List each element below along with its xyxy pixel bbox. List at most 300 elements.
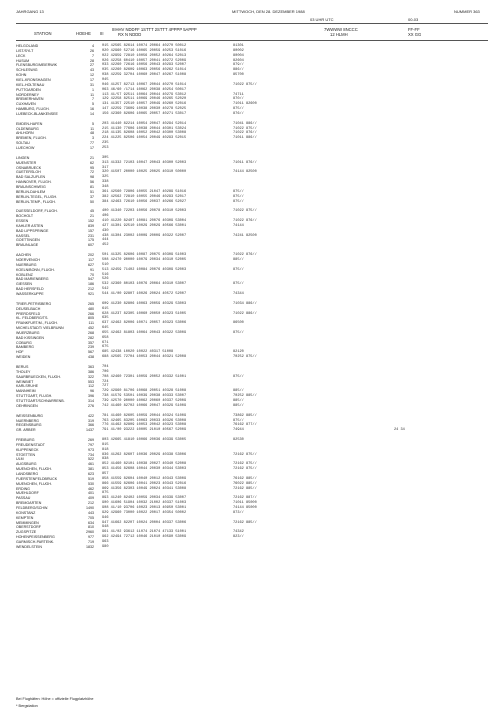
station-name: HUSUM [16, 58, 30, 63]
station-code: 224 41225 82506 10054 20049 40293 52015 [102, 136, 187, 141]
station-name: OSNABRUECK [16, 165, 42, 170]
station-weather: 82604 [233, 58, 244, 63]
station-name: ESSEN [16, 219, 29, 224]
station-height: 14 [90, 111, 94, 116]
station-name: BAMBERG [16, 345, 34, 350]
col-weather-groups: 7WWWW 8NCCC [324, 27, 358, 32]
station-height: 519 [88, 476, 94, 481]
station-code: 253 [102, 146, 109, 150]
station-code: 317 [102, 165, 109, 170]
station-weather: 71011 85000 [233, 501, 257, 506]
station-height: 276 [88, 403, 94, 408]
station-weather: 74342 [233, 530, 244, 535]
station-height: 530 [88, 481, 94, 486]
station-height: 522 [88, 457, 94, 462]
station-name: MICHELSTADT/ VIELBRUNN [16, 326, 64, 331]
station-height: 366 [88, 423, 94, 428]
station-weather: 70252 875// [233, 355, 257, 360]
station-weather: 875// [233, 194, 244, 199]
station-height: 462 [88, 486, 94, 491]
station-height: 1437 [86, 428, 94, 433]
station-name: BREMEN, FLUGH. [16, 136, 47, 141]
station-height: 28 [90, 58, 94, 63]
date-title: MITTWOCH, DEN 28. DEZEMBER 1988 [232, 9, 305, 14]
station-code: 738 41579 53501 10039 20038 40333 53007 [102, 394, 187, 399]
station-height: 438 [88, 355, 94, 360]
station-height: 95 [90, 165, 94, 170]
station-name: FREIBURG [16, 438, 35, 443]
station-height: 839 [88, 223, 94, 228]
station-code: 038 42259 32704 10060 20047 40267 51008 [102, 73, 187, 78]
station-name: PASSAU [16, 496, 31, 501]
station-height: 111 [88, 321, 94, 326]
station-height: 921 [88, 291, 94, 296]
station-height: 480 [88, 306, 94, 311]
station-code: 727 [102, 384, 109, 389]
station-weather: 875// [233, 107, 244, 112]
station-weather: 71011 82600 [233, 102, 257, 107]
station-code: 382 42562 72810 10055 20046 40293 52017 [102, 194, 187, 199]
station-name: DEUSELBACH [16, 306, 41, 311]
station-code: 348 [102, 184, 109, 189]
station-height: 117 [88, 258, 94, 262]
station-code: 980 [102, 544, 109, 549]
station-name: SOLTAU [16, 141, 30, 146]
station-name: STUTTGART/SCHNARRENB. [16, 398, 65, 403]
footer-footnote: * Bergstation [16, 704, 38, 708]
station-code: 963 [102, 539, 109, 544]
station-height: 265 [88, 301, 94, 306]
station-weather: 71022 876// [233, 253, 257, 258]
station-code: 131 41357 22510 10057 20049 40260 52016 [102, 102, 187, 107]
station-name: WEINBIET [16, 379, 34, 384]
station-name: KOELN/BONN, FLUGH. [16, 267, 55, 272]
col-weather-groups-sub: 12 HLMH [330, 32, 348, 37]
station-name: ULM [16, 457, 24, 462]
station-code: 452 [102, 243, 109, 248]
station-name: STUTTGART, FLUGH. [16, 394, 53, 399]
station-weather: 870// [233, 97, 244, 102]
station-weather: 875// [233, 189, 244, 194]
station-height: 567 [88, 350, 94, 355]
station-height: 5 [92, 102, 94, 107]
station-name: SAARBRUECKEN, FLUGH. [16, 374, 61, 379]
station-code: 508 42470 90000 10079 20034 40310 52005 [102, 258, 187, 262]
station-code: 866 41559 82606 10041 20023 40343 52016 [102, 481, 187, 486]
station-height: 21 [90, 155, 94, 160]
station-height: 98 [90, 175, 94, 180]
station-weather: 76022 885// [233, 481, 257, 486]
station-weather: 886// [233, 68, 244, 73]
station-weather: 72162 887// [233, 496, 257, 501]
station-name: PUTTGARDEN [16, 87, 41, 92]
station-name: COBURG [16, 340, 32, 345]
station-height: 17 [90, 77, 94, 82]
station-name: HANNOVER, FLUGH. [16, 180, 52, 185]
station-code: 609 41230 82806 10063 20059 40329 53003 [102, 301, 187, 306]
station-height: 11 [90, 126, 94, 131]
station-height: 322 [88, 374, 94, 379]
station-code: 869 41356 82303 10049 20024 40341 53008 [102, 486, 187, 491]
station-weather: 875// [233, 267, 244, 272]
station-height: 7 [92, 53, 94, 58]
header-rule [16, 23, 488, 24]
station-code: 063 46/60 /1714 10062 20038 40254 50017 [102, 87, 187, 92]
station-height: 3 [92, 136, 94, 141]
station-name: GIESSEN [16, 282, 32, 287]
station-code: 235 [102, 141, 109, 146]
station-name: AACHEN [16, 253, 31, 258]
station-name: KL. FELDBERG/TS. [16, 316, 49, 321]
station-name: REGENSBURG [16, 423, 42, 428]
station-code: 501 41325 82606 10087 20075 40309 51003 [102, 253, 187, 258]
station-height: 175 [88, 238, 94, 243]
station-code: 526 [102, 277, 109, 282]
station-code: 628 41237 82305 10060 20050 40323 51005 [102, 311, 187, 316]
station-height: 381 [88, 467, 94, 472]
station-height: 409 [88, 496, 94, 501]
station-name: MEMMINGEN [16, 520, 39, 525]
station-height: 157 [88, 228, 94, 233]
station-height: 314 [88, 398, 94, 403]
station-weather: 80004 [233, 53, 244, 58]
station-weather: 76162 885// [233, 476, 257, 481]
station-weather: 71011 886// [233, 136, 257, 141]
station-code: 893 41240 82402 10059 20034 40339 53007 [102, 496, 187, 501]
station-height: 37 [90, 194, 94, 199]
station-height: 11 [90, 92, 94, 97]
station-weather: 71022 886// [233, 311, 257, 316]
station-height: 282 [88, 335, 94, 340]
station-name: WEIDEN [16, 355, 31, 360]
station-height: 27 [90, 63, 94, 68]
station-code: 671 [102, 340, 109, 345]
time-range-label: 00-03 [408, 17, 419, 22]
station-weather: 885// [233, 389, 244, 394]
station-name: KAHLER ASTEN [16, 223, 44, 228]
station-name: GUETERSLOH [16, 170, 41, 175]
station-name: KASSEL [16, 233, 30, 238]
station-code: 815 [102, 442, 109, 447]
station-height: 443 [88, 510, 94, 515]
station-name: FRANKFURT/M., FLUGH. [16, 321, 58, 326]
station-weather: 74344 [233, 291, 244, 296]
station-code: 113 41/57 92511 10064 20044 40279 53012 [102, 92, 187, 97]
station-code: 739 42570 90000 10062 20060 40337 52009 [102, 398, 187, 403]
station-weather: 873// [233, 510, 244, 515]
station-code: 962 42494 72712 10046 21010 40590 53009 [102, 535, 187, 540]
station-height: 401 [88, 491, 94, 496]
station-code: 948 [102, 525, 109, 530]
station-name: MUEHLDORF [16, 491, 39, 496]
station-height: 16 [90, 107, 94, 112]
station-name: HOF [16, 350, 24, 355]
jahrgang-label: JAHRGANG 13 [16, 9, 44, 14]
station-code: 035 42260 82609 10063 20056 40262 51014 [102, 68, 187, 73]
station-code: 655 42462 81803 10064 20043 40322 53009 [102, 330, 187, 335]
station-name: WASSERKUPPE [16, 291, 44, 296]
station-height: 26 [90, 48, 94, 53]
station-code: 033 42260 72616 10056 20043 40293 52007 [102, 63, 187, 68]
station-weather: 85700 [233, 73, 244, 78]
station-code: 838 [102, 457, 109, 462]
station-code: 857 [102, 472, 109, 476]
station-code: 708 42460 72301 10059 20052 40332 51001 [102, 374, 187, 379]
station-name: LUEBECK-BLANKENSEE [16, 111, 58, 116]
station-code: 516 [102, 272, 109, 277]
station-height: 422 [88, 413, 94, 418]
station-weather: 72162 875// [233, 452, 257, 457]
station-name: SCHLESWIG [16, 68, 38, 73]
station-height: 50 [90, 199, 94, 204]
station-code: 026 42258 60410 10057 20041 40272 52009 [102, 58, 187, 63]
station-code: 724 [102, 379, 109, 384]
station-weather: 72162 885// [233, 520, 257, 525]
station-height: 51 [90, 189, 94, 194]
station-height: 4 [92, 44, 94, 48]
station-name: KLIPPENECK [16, 447, 39, 452]
station-name: OBERSTDORF [16, 525, 41, 530]
station-height: 152 [88, 219, 94, 224]
station-height: 12 [90, 73, 94, 78]
station-height: 719 [88, 539, 94, 544]
station-code: 015 42565 82614 10074 20064 40270 50012 [102, 44, 187, 48]
station-weather: 86500 [233, 321, 244, 326]
station-name: MANNHEIM [16, 389, 36, 394]
station-code: 313 41332 72103 10047 20043 40300 52003 [102, 160, 187, 165]
station-weather: 71022 875// [233, 209, 257, 214]
station-name: FREUDENSTADT [16, 442, 45, 447]
station-extra: 24 34 [394, 428, 405, 433]
station-code: 361 42560 72806 10055 21047 40289 51016 [102, 189, 187, 194]
column-rule [16, 40, 488, 41]
station-code: 946 [102, 515, 109, 520]
station-height: 48 [90, 131, 94, 136]
station-code: 803 42665 41810 10066 20036 40339 53005 [102, 438, 187, 443]
station-code: 706 [102, 369, 109, 374]
station-weather: 72162 875// [233, 462, 257, 467]
station-name: MUENCHEN, FLUGH. [16, 481, 52, 486]
issue-number: NUMMER 363 [454, 9, 480, 14]
station-name: LINGEN [16, 155, 30, 160]
station-name: NUERNBERG [16, 418, 39, 423]
station-code: 510 [102, 262, 109, 267]
station-code: 858 41559 82604 10040 20012 40343 53009 [102, 476, 187, 481]
station-code: 818 [102, 447, 109, 452]
station-height: 231 [88, 233, 94, 238]
station-weather: 74144 82500 [233, 170, 257, 175]
station-weather: 875// [233, 330, 244, 335]
station-code: 384 42463 72610 10056 20037 40266 52027 [102, 199, 187, 204]
station-height: 705 [88, 515, 94, 520]
station-name: NOERVENICH [16, 258, 40, 262]
station-code: 338 [102, 180, 109, 185]
station-code: 410 41220 82407 10081 20076 40309 53004 [102, 219, 187, 224]
station-code: 645 [102, 326, 109, 331]
station-code: 791 41/00 93222 10005 21010 40567 52009 [102, 428, 187, 433]
station-code: 776 41462 82809 10053 20042 40323 53008 [102, 423, 187, 428]
station-weather: 74711 [233, 92, 244, 97]
station-code: 045 [102, 77, 109, 82]
station-code: 704 [102, 365, 109, 369]
station-weather: 80002 [233, 48, 244, 53]
station-weather: 875// [233, 199, 244, 204]
station-code: 929 42960 73000 10022 20017 40354 50002 [102, 510, 187, 515]
station-code: 147 42259 73609 10038 20030 40278 52025 [102, 107, 187, 112]
station-name: BERLIN-DAHLEM [16, 189, 46, 194]
station-code: 675 [102, 345, 109, 350]
station-weather: 876// [233, 111, 244, 116]
station-name: WUERZBURG [16, 330, 40, 335]
station-weather: 71022 876// [233, 131, 257, 136]
station-weather: 74944 [233, 428, 244, 433]
station-name: BAD MARIENBERG [16, 277, 49, 282]
station-weather: 885// [233, 403, 244, 408]
station-height: 319 [88, 418, 94, 423]
station-name: WENDELSTEIN [16, 544, 42, 549]
station-height: 212 [88, 287, 94, 292]
station-height: 452 [88, 326, 94, 331]
station-name: ERDING [16, 486, 30, 491]
station-height: 45 [90, 209, 94, 214]
station-code: 438 41304 23002 10009 20009 40322 52007 [102, 233, 187, 238]
station-name: BRAUNLAGE [16, 243, 39, 248]
station-code: 215 41130 77606 10038 20044 40301 53024 [102, 126, 187, 131]
station-code: 320 41507 20000 10025 20025 40310 50000 [102, 170, 187, 175]
station-height: 268 [88, 330, 94, 335]
station-code: 836 41262 82607 10036 20029 40338 53006 [102, 452, 187, 457]
station-weather: 73862 885// [233, 413, 257, 418]
station-code: 542 [102, 287, 109, 292]
station-code: 637 42462 82006 10071 20057 40323 53006 [102, 321, 187, 326]
station-weather: 71041 886// [233, 121, 257, 126]
station-height: 91 [90, 267, 94, 272]
station-name: GOETTINGEN [16, 238, 40, 243]
station-height: 43 [90, 68, 94, 73]
station-name: EMDEN-HAFEN [16, 121, 43, 126]
station-height: 734 [88, 452, 94, 457]
station-name: HAMBURG, FLUGH. [16, 107, 50, 112]
station-code: 427 41301 92510 10029 20029 40566 53001 [102, 223, 187, 228]
station-name: OEHRINGEN [16, 403, 38, 408]
station-name: BOCHOLT [16, 214, 34, 219]
col-extra: FF-FF [408, 27, 420, 32]
station-name: KEMPTEN [16, 515, 34, 520]
station-height: 7 [92, 97, 94, 102]
station-name: GR. ARBER [16, 428, 36, 433]
station-height: 31 [90, 82, 94, 87]
station-weather: 875// [233, 418, 244, 423]
station-height: 607 [88, 243, 94, 248]
station-height: 547 [88, 277, 94, 282]
station-code: 658 [102, 335, 109, 340]
station-name: FELDBERG/SCHW. [16, 505, 49, 510]
col-extra-sub: XX GG [408, 32, 422, 37]
station-height: 634 [88, 520, 94, 525]
station-weather: 823// [233, 535, 244, 540]
station-name: OLDENBURG [16, 126, 39, 131]
station-name: BAD KISSINGEN [16, 335, 44, 340]
station-height: 81 [90, 184, 94, 189]
station-name: LUECHOW [16, 146, 35, 150]
station-code: 129 42258 82511 10069 20046 40265 52020 [102, 97, 187, 102]
station-code: 046 41257 82713 10067 20044 40270 51014 [102, 82, 187, 87]
station-name: BERUS [16, 365, 29, 369]
station-height: 112 [88, 384, 94, 389]
station-code: 406 [102, 214, 109, 219]
col-synop-groups: IIIHHV NDDFF 1STTT 2STTT 4PPPP 5APPP [112, 27, 197, 32]
station-weather: 71022 876// [233, 219, 257, 224]
station-height: 72 [90, 170, 94, 175]
station-name: BRAUNSCHWEIG [16, 184, 46, 189]
station-weather: 72162 875// [233, 467, 257, 472]
station-weather: 885// [233, 398, 244, 403]
station-code: 615 [102, 306, 109, 311]
station-height: 1832 [86, 544, 94, 549]
station-name: BERLIN-TEMP., FLUGH. [16, 199, 56, 204]
station-weather: 81301 [233, 44, 244, 48]
station-name: LANDSBERG [16, 472, 39, 476]
station-name: HELGOLAND [16, 44, 39, 48]
station-name: KOBLENZ [16, 272, 33, 277]
station-code: 763 42465 83205 10063 20033 40326 53008 [102, 418, 187, 423]
station-name: KONSTANZ [16, 510, 36, 515]
station-height: 21 [90, 214, 94, 219]
station-code: 020 42960 52716 10065 20059 40253 51016 [102, 48, 187, 53]
station-name: STOETTEN [16, 452, 36, 457]
station-name: MUENCHEN, FLUGH. [16, 467, 52, 472]
station-code: 685 42438 10020 10022 40317 51008 [102, 350, 174, 355]
station-height: 62 [90, 160, 94, 165]
station-name: ZUGSPITZE [16, 530, 37, 535]
station-code: 875 [102, 491, 109, 496]
station-weather: 71022 875// [233, 82, 257, 87]
station-height: 17 [90, 146, 94, 150]
station-height: 239 [88, 345, 94, 350]
station-code: 400 41340 72203 10056 20078 40310 52003 [102, 209, 187, 214]
station-height: 623 [88, 472, 94, 476]
station-name: BERLIN-TEGEL, FLUGH. [16, 194, 58, 199]
station-name: LECK [16, 53, 26, 58]
station-height: 386 [88, 369, 94, 374]
station-name: NUERBURG [16, 262, 37, 267]
station-height: 96 [90, 389, 94, 394]
station-code: 908 41/10 93706 10023 20013 40950 53001 [102, 505, 187, 510]
station-height: 77 [90, 141, 94, 146]
station-height: 269 [88, 438, 94, 443]
station-height: 70 [90, 272, 94, 277]
station-height: 396 [88, 394, 94, 399]
station-name: THOLEY [16, 369, 31, 374]
station-code: 325 [102, 175, 109, 180]
station-height: 202 [88, 253, 94, 258]
station-height: 553 [88, 379, 94, 384]
station-weather: 82120 [233, 350, 244, 355]
station-height: 797 [88, 442, 94, 447]
station-code: 781 41460 82605 10059 20044 40324 51009 [102, 413, 187, 418]
col-station: STATION [34, 31, 52, 36]
station-name: FLENSBURG/MEIERWIK [16, 63, 58, 68]
station-name: FUERSTENFELDBRUCK [16, 476, 58, 481]
col-iii: III [100, 31, 104, 36]
station-weather: 74144 85000 [233, 505, 257, 510]
station-code: 635 [102, 316, 109, 321]
station-code: 853 41456 82608 10044 20030 40344 53003 [102, 467, 187, 472]
station-code: 688 42565 72704 10053 20044 40321 52008 [102, 355, 187, 360]
station-weather: 74241 82500 [233, 233, 257, 238]
station-name: GARMISCH-PARTENK. [16, 539, 55, 544]
utc-label: 03 UHR UTC [310, 17, 334, 22]
